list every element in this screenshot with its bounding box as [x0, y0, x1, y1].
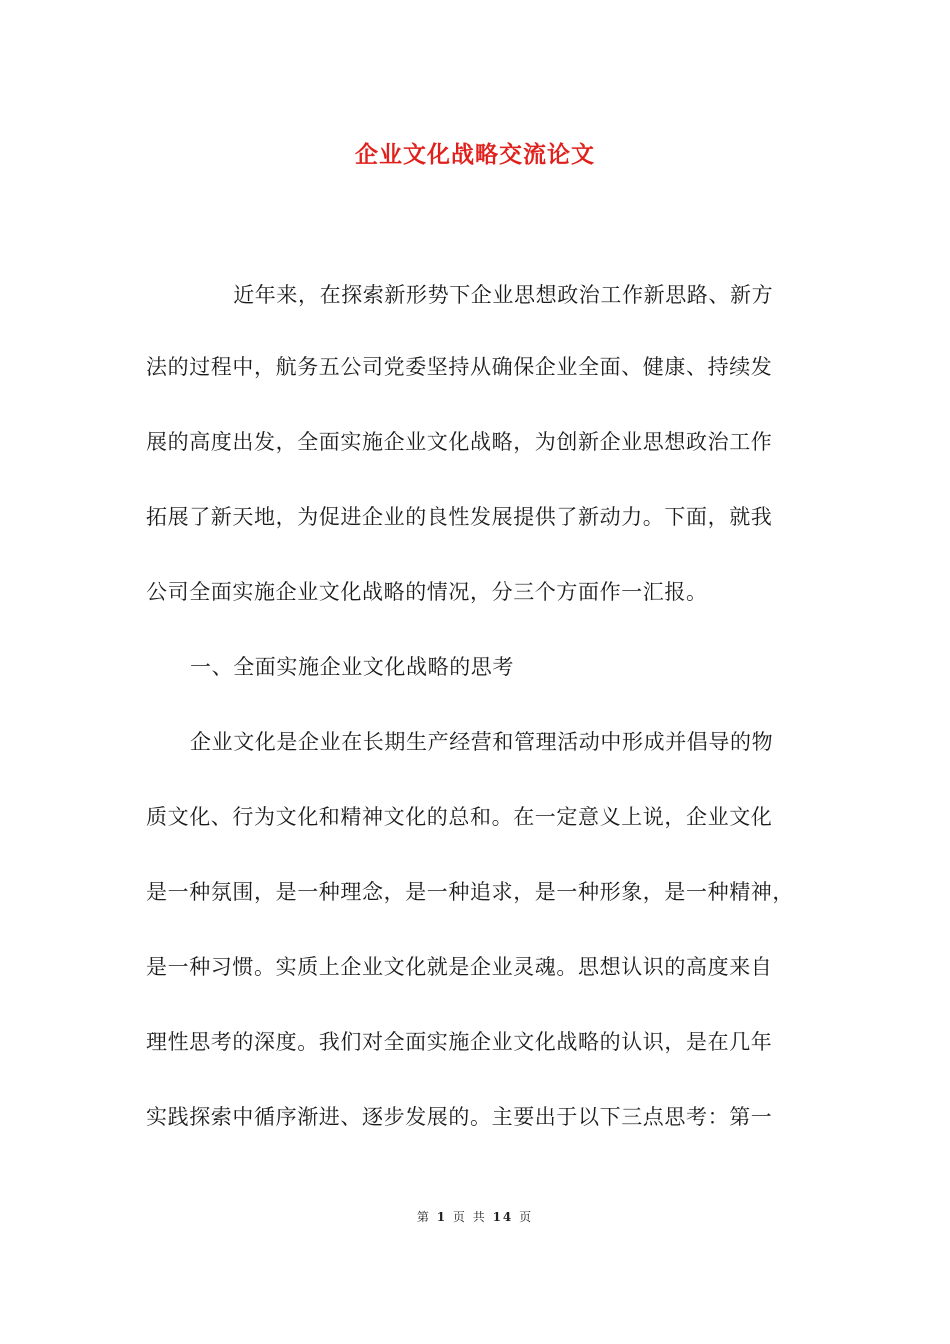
paragraph-line: 实践探索中循序渐进、逐步发展的。主要出于以下三点思考：第一: [146, 1105, 773, 1129]
paragraph-line: 公司全面实施企业文化战略的情况，分三个方面作一汇报。: [146, 580, 708, 604]
paragraph-line: 是一种习惯。实质上企业文化就是企业灵魂。思想认识的高度来自: [146, 955, 773, 979]
footer-middle: 页 共: [452, 1210, 487, 1224]
paragraph-line: 理性思考的深度。我们对全面实施企业文化战略的认识，是在几年: [146, 1030, 773, 1054]
footer-total-pages: 14: [492, 1210, 514, 1224]
footer-suffix: 页: [519, 1210, 534, 1224]
footer-prefix: 第: [416, 1210, 431, 1224]
section-heading: 一、全面实施企业文化战略的思考: [190, 655, 514, 679]
footer-page-number: 1: [436, 1210, 448, 1224]
paragraph-line: 是一种氛围，是一种理念，是一种追求，是一种形象，是一种精神，: [146, 880, 794, 904]
paragraph-line: 拓展了新天地，为促进企业的良性发展提供了新动力。下面，就我: [146, 505, 773, 529]
paragraph-line: 质文化、行为文化和精神文化的总和。在一定意义上说，企业文化: [146, 805, 773, 829]
page-footer: [0, 1208, 950, 1225]
paragraph-line: 近年来，在探索新形势下企业思想政治工作新思路、新方: [190, 283, 774, 307]
paragraph-line: 展的高度出发，全面实施企业文化战略，为创新企业思想政治工作: [146, 430, 773, 454]
paragraph-line: 法的过程中，航务五公司党委坚持从确保企业全面、健康、持续发: [146, 355, 773, 379]
document-title: 企业文化战略交流论文: [355, 141, 595, 168]
paragraph-line: 企业文化是企业在长期生产经营和管理活动中形成并倡导的物: [190, 730, 774, 754]
